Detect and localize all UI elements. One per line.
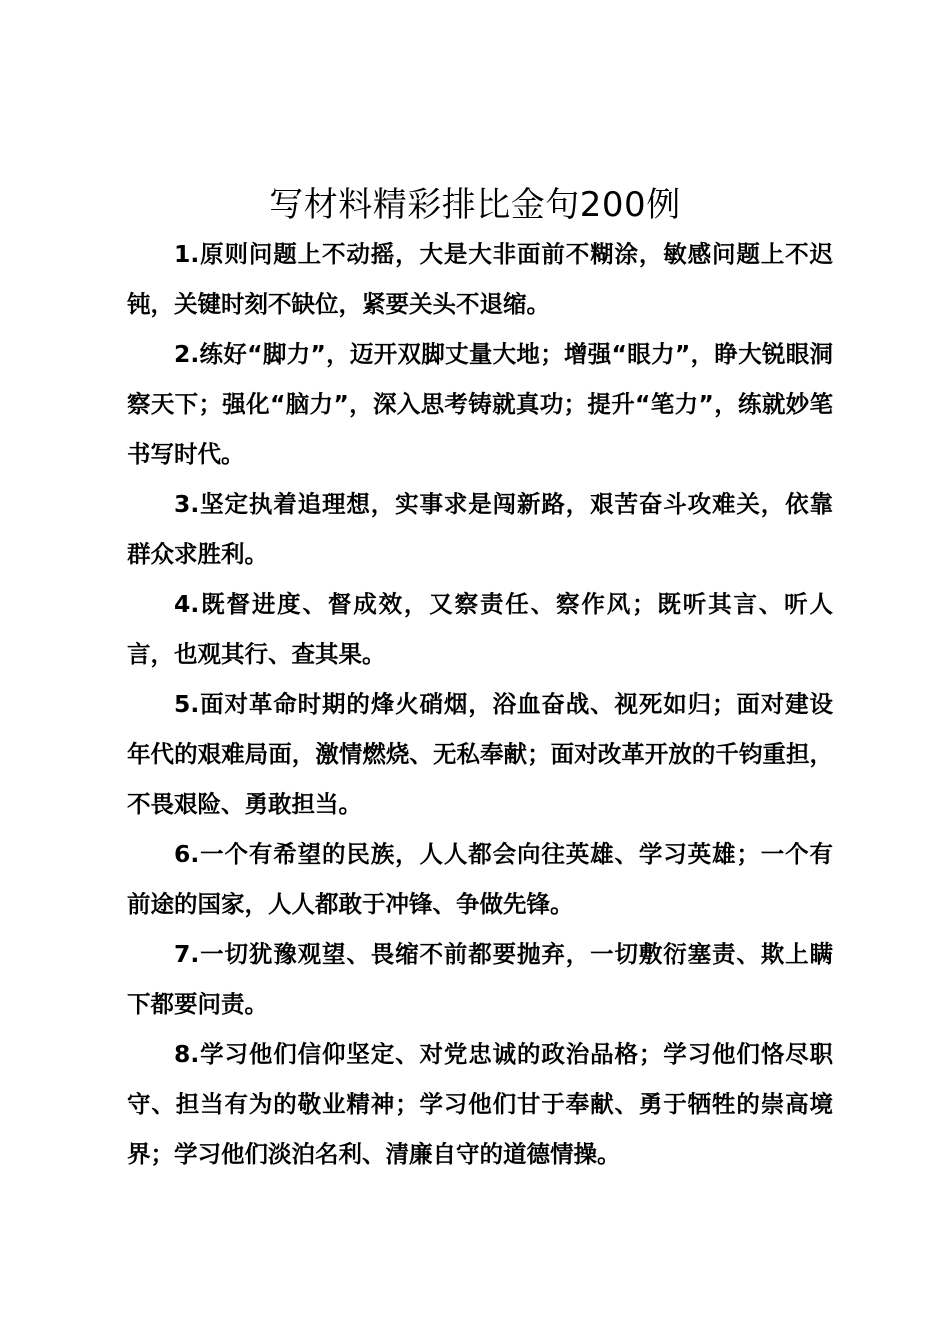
document-title: 写材料精彩排比金句200例	[269, 185, 681, 225]
paragraph-7: 7.一切犹豫观望、畏缩不前都要抛弃，一切敷衍塞责、欺上瞒下都要问责。	[127, 940, 833, 1018]
document-body	[127, 229, 833, 1179]
paragraph-6: 6.一个有希望的民族，人人都会向往英雄、学习英雄；一个有前途的国家，人人都敢于冲锋、争做先锋。	[127, 840, 833, 918]
paragraph-2: 2.练好“脚力”，迈开双脚丈量大地；增强“眼力”，睁大锐眼洞察天下；强化“脑力”，深入思考铸就真功；提升“笔力”，练就妙笔书写时代。	[127, 340, 833, 468]
paragraph-1: 1.原则问题上不动摇，大是大非面前不糊涂，敏感问题上不迟钝，关键时刻不缺位，紧要关头不退缩。	[127, 240, 833, 318]
paragraph-3: 3.坚定执着追理想，实事求是闯新路，艰苦奋斗攻难关，依靠群众求胜利。	[127, 490, 833, 568]
paragraph-4: 4.既督进度、督成效，又察责任、察作风；既听其言、听人言，也观其行、查其果。	[127, 590, 833, 668]
paragraph-5: 5.面对革命时期的烽火硝烟，浴血奋战、视死如归；面对建设年代的艰难局面，激情燃烧、无私奉献；面对改革开放的千钧重担，不畏艰险、勇敢担当。	[127, 690, 833, 818]
paragraph-8: 8.学习他们信仰坚定、对党忠诚的政治品格；学习他们恪尽职守、担当有为的敬业精神；学习他们甘于奉献、勇于牺牲的崇高境界；学习他们淡泊名利、清廉自守的道德情操。	[127, 1040, 833, 1168]
